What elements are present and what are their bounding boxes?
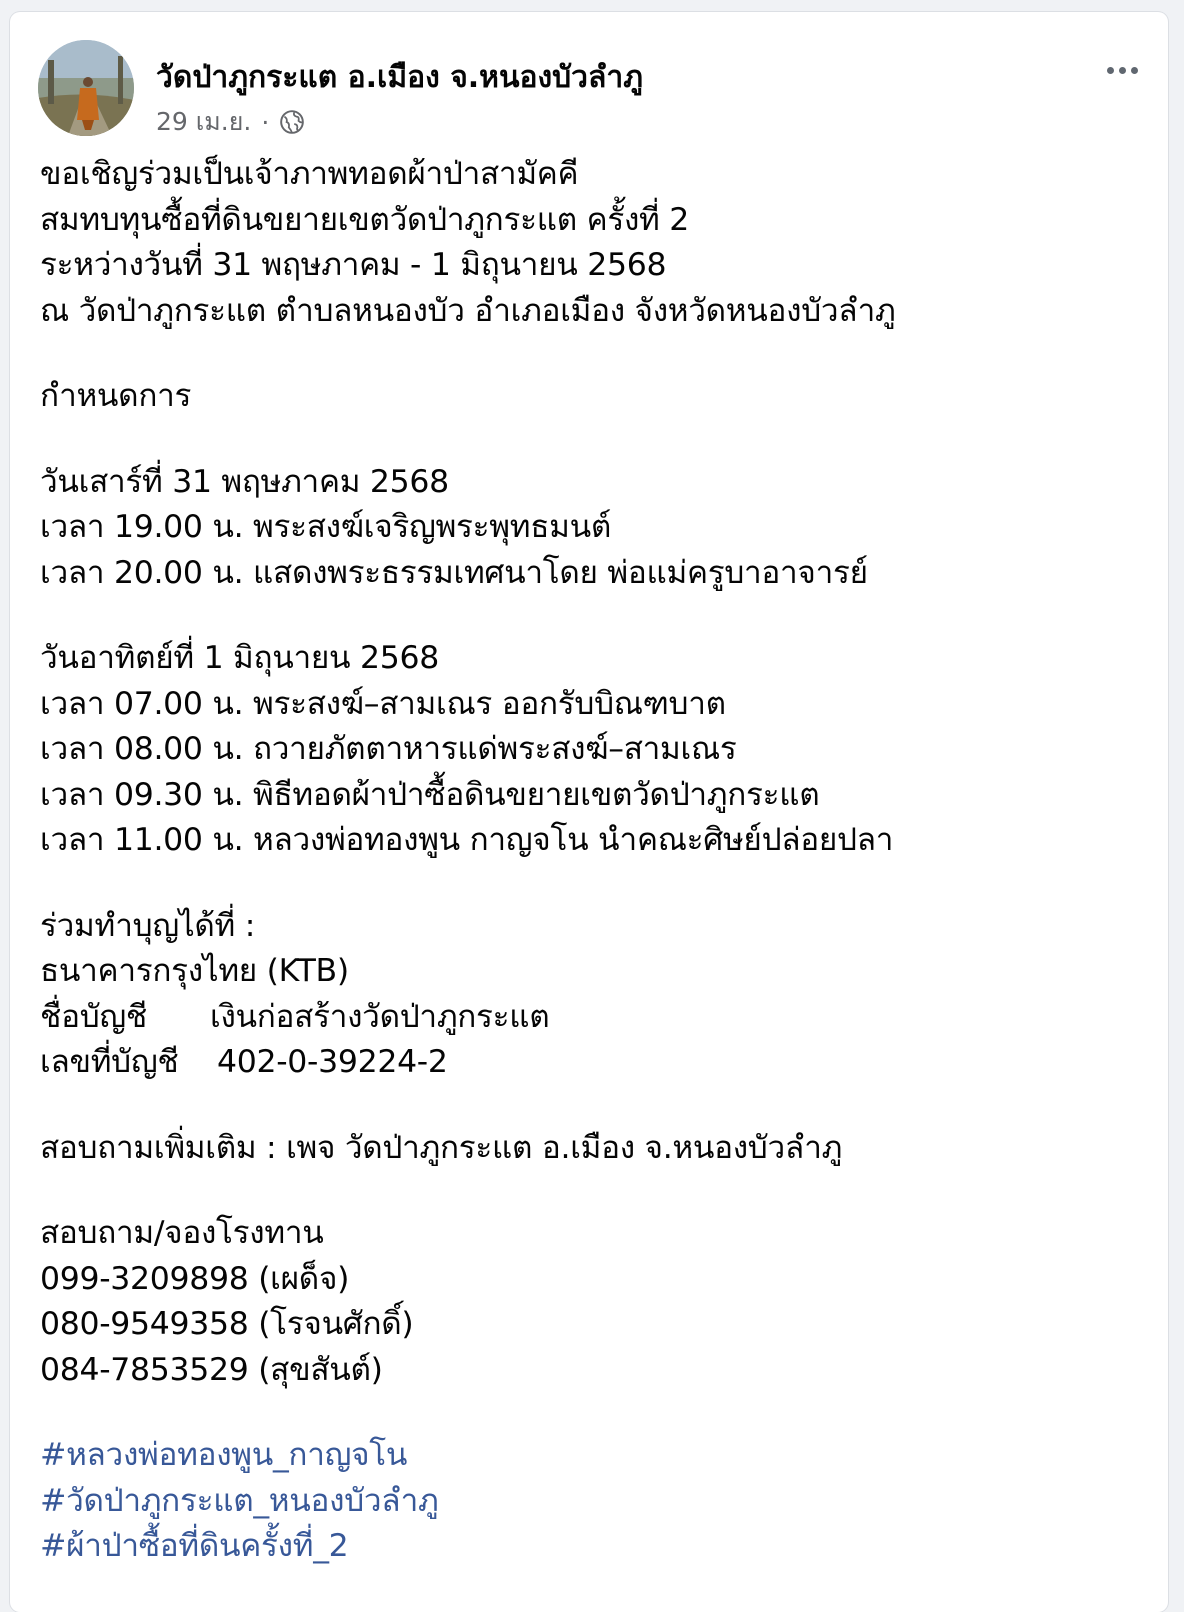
paragraph-gap bbox=[40, 1086, 1150, 1126]
phone-contact: 080-9549358 (โรจนศักดิ์) bbox=[40, 1306, 414, 1342]
schedule-item: เวลา 07.00 น. พระสงฆ์–สามเณร ออกรับบิณฑบาต bbox=[40, 685, 726, 722]
paragraph-gap bbox=[40, 334, 1150, 374]
intro-line: ณ วัดป่าภูกระแต ตำบลหนองบัว อำเภอเมือง จังหวัดหนองบัวลำภู bbox=[40, 292, 896, 329]
phone-contact: 084-7853529 (สุขสันต์) bbox=[40, 1351, 383, 1388]
account-number-value: 402-0-39224-2 bbox=[217, 1044, 448, 1080]
paragraph-gap bbox=[40, 1393, 1150, 1433]
paragraph-gap bbox=[40, 864, 1150, 904]
account-name-label: ชื่อบัญชี bbox=[40, 998, 148, 1035]
more-dot bbox=[1131, 67, 1138, 74]
schedule-item: เวลา 09.30 น. พิธีทอดผ้าป่าซื้อดินขยายเขตวัดป่าภูกระแต bbox=[40, 776, 820, 813]
meta-separator: · bbox=[261, 107, 270, 137]
paragraph-gap bbox=[40, 420, 1150, 460]
more-options-button[interactable] bbox=[1100, 48, 1144, 92]
hashtag-link[interactable]: #ผ้าป่าซื้อที่ดินครั้งที่_2 bbox=[40, 1528, 349, 1564]
schedule-item: เวลา 20.00 น. แสดงพระธรรมเทศนาโดย พ่อแม่ครูบาอาจารย์ bbox=[40, 554, 868, 591]
page-name[interactable]: วัดป่าภูกระแต อ.เมือง จ.หนองบัวลำภู bbox=[156, 60, 644, 95]
globe-icon[interactable] bbox=[279, 109, 305, 135]
paragraph-gap bbox=[40, 1171, 1150, 1211]
page-avatar[interactable] bbox=[38, 40, 134, 136]
account-name-row bbox=[40, 995, 1150, 1041]
account-name-value: เงินก่อสร้างวัดป่าภูกระแต bbox=[210, 998, 550, 1035]
schedule-item: เวลา 08.00 น. ถวายภัตตาหารแด่พระสงฆ์–สามเณร bbox=[40, 731, 737, 767]
phone-contact: 099-3209898 (เผด็จ) bbox=[40, 1260, 350, 1297]
avatar-image bbox=[38, 40, 134, 136]
post-meta bbox=[156, 102, 305, 142]
hashtag-link[interactable]: #วัดป่าภูกระแต_หนองบัวลำภู bbox=[40, 1482, 439, 1519]
booking-heading: สอบถาม/จองโรงทาน bbox=[40, 1215, 324, 1251]
intro-line: ระหว่างวันที่ 31 พฤษภาคม - 1 มิถุนายน 2568 bbox=[40, 247, 667, 283]
post-card bbox=[10, 12, 1168, 1612]
hashtag-link[interactable]: #หลวงพ่อทองพูน_กาญจโน bbox=[40, 1437, 408, 1473]
paragraph-gap bbox=[40, 596, 1150, 636]
day1-date: วันเสาร์ที่ 31 พฤษภาคม 2568 bbox=[40, 463, 449, 500]
more-dot bbox=[1107, 67, 1114, 74]
schedule-item: เวลา 11.00 น. หลวงพ่อทองพูน กาญจโน นำคณะศิษย์ปล่อยปลา bbox=[40, 822, 894, 858]
inquiry-line: สอบถามเพิ่มเติม : เพจ วัดป่าภูกระแต อ.เมือง จ.หนองบัวลำภู bbox=[40, 1129, 843, 1166]
donation-heading: ร่วมทำบุญได้ที่ : bbox=[40, 907, 256, 944]
schedule-heading: กำหนดการ bbox=[40, 378, 192, 414]
more-dot bbox=[1119, 67, 1126, 74]
bank-name: ธนาคารกรุงไทย (KTB) bbox=[40, 953, 349, 989]
intro-line: ขอเชิญร่วมเป็นเจ้าภาพทอดผ้าป่าสามัคคี bbox=[40, 156, 579, 192]
schedule-item: เวลา 19.00 น. พระสงฆ์เจริญพระพุทธมนต์ bbox=[40, 509, 611, 545]
account-number-row bbox=[40, 1040, 1150, 1086]
day2-date: วันอาทิตย์ที่ 1 มิถุนายน 2568 bbox=[40, 640, 439, 676]
post-body bbox=[40, 152, 1150, 1570]
account-number-label: เลขที่บัญชี bbox=[40, 1044, 179, 1080]
post-timestamp[interactable]: 29 เม.ย. bbox=[156, 107, 252, 136]
intro-line: สมทบทุนซื้อที่ดินขยายเขตวัดป่าภูกระแต ครั้งที่ 2 bbox=[40, 201, 689, 238]
